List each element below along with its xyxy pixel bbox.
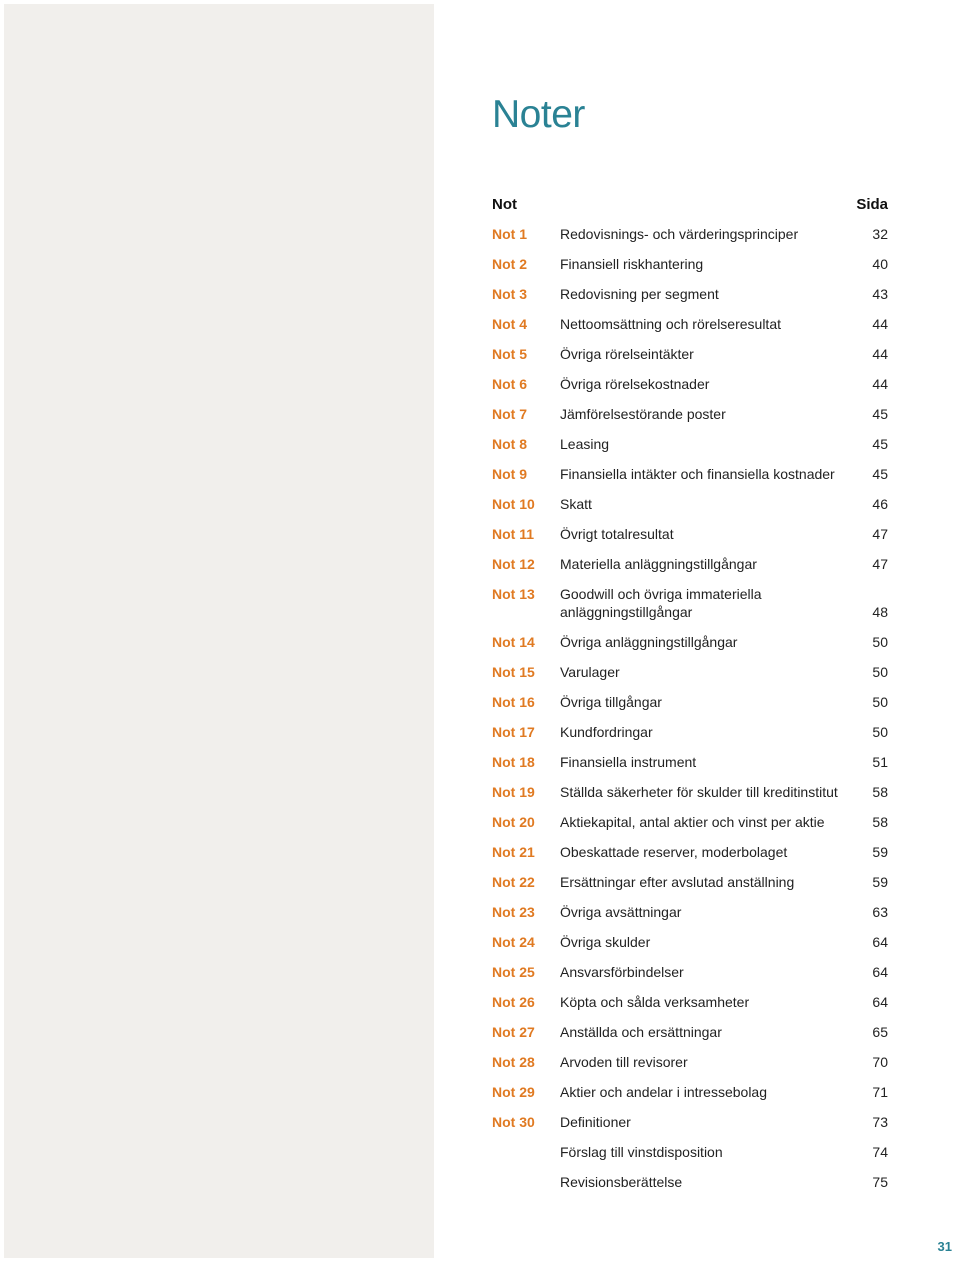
note-number: Not 6 — [492, 376, 527, 392]
toc-row[interactable] — [492, 723, 888, 753]
note-number: Not 3 — [492, 286, 527, 302]
note-page: 45 — [872, 406, 888, 422]
note-number: Not 4 — [492, 316, 527, 332]
note-title: Redovisnings- och värderingsprinciper — [560, 226, 799, 242]
note-title: Materiella anläggningstillgångar — [560, 556, 757, 572]
toc-row[interactable] — [492, 1173, 888, 1203]
column-header-not: Not — [492, 196, 517, 213]
note-page: 59 — [872, 844, 888, 860]
toc-row[interactable] — [492, 555, 888, 585]
note-page: 47 — [872, 556, 888, 572]
note-number: Not 5 — [492, 346, 527, 362]
note-number: Not 1 — [492, 226, 527, 242]
note-page: 44 — [872, 376, 888, 392]
toc-row[interactable] — [492, 435, 888, 465]
note-page: 59 — [872, 874, 888, 890]
note-page: 70 — [872, 1054, 888, 1070]
note-title: Köpta och sålda verksamheter — [560, 994, 750, 1010]
toc-row[interactable] — [492, 933, 888, 963]
note-page: 73 — [872, 1114, 888, 1130]
column-header-sida: Sida — [856, 196, 888, 213]
note-title: Övriga tillgångar — [560, 694, 662, 710]
note-title: Aktier och andelar i intressebolag — [560, 1084, 768, 1100]
note-number: Not 26 — [492, 994, 535, 1010]
note-title: Goodwill och övriga immateriella anläggningstillgångar — [560, 586, 762, 620]
note-title: Ersättningar efter avslutad anställning — [560, 874, 795, 890]
note-title: Övriga skulder — [560, 934, 651, 950]
note-number: Not 28 — [492, 1054, 535, 1070]
note-title: Ansvarsförbindelser — [560, 964, 684, 980]
toc-row[interactable] — [492, 783, 888, 813]
note-page: 63 — [872, 904, 888, 920]
note-number: Not 21 — [492, 844, 535, 860]
toc-row[interactable] — [492, 873, 888, 903]
note-page: 47 — [872, 526, 888, 542]
note-title: Kundfordringar — [560, 724, 653, 740]
note-number: Not 19 — [492, 784, 535, 800]
note-page: 74 — [872, 1144, 888, 1160]
note-number: Not 14 — [492, 634, 535, 650]
note-page: 58 — [872, 814, 888, 830]
toc-row[interactable] — [492, 1023, 888, 1053]
note-number: Not 9 — [492, 466, 527, 482]
toc-row[interactable] — [492, 405, 888, 435]
note-page: 71 — [872, 1084, 888, 1100]
note-number: Not 13 — [492, 586, 535, 602]
toc-row[interactable] — [492, 1083, 888, 1113]
note-title: Leasing — [560, 436, 610, 452]
toc-row[interactable] — [492, 633, 888, 663]
note-number: Not 23 — [492, 904, 535, 920]
toc-row[interactable] — [492, 585, 888, 633]
note-number: Not 22 — [492, 874, 535, 890]
toc-row[interactable] — [492, 903, 888, 933]
note-title: Nettoomsättning och rörelseresultat — [560, 316, 781, 332]
note-number: Not 8 — [492, 436, 527, 452]
note-page: 65 — [872, 1024, 888, 1040]
note-page: 45 — [872, 466, 888, 482]
toc-row[interactable] — [492, 663, 888, 693]
note-page: 51 — [872, 754, 888, 770]
note-page: 45 — [872, 436, 888, 452]
note-number: Not 2 — [492, 256, 527, 272]
note-title: Obeskattade reserver, moderbolaget — [560, 844, 788, 860]
note-number: Not 27 — [492, 1024, 535, 1040]
note-title: Övrigt totalresultat — [560, 526, 674, 542]
note-page: 32 — [872, 226, 888, 242]
toc-row[interactable] — [492, 495, 888, 525]
page-number: 31 — [937, 1239, 952, 1254]
note-page: 40 — [872, 256, 888, 272]
note-title: Finansiella intäkter och finansiella kostnader — [560, 466, 835, 482]
note-page: 50 — [872, 694, 888, 710]
note-title: Övriga avsättningar — [560, 904, 682, 920]
toc-row[interactable] — [492, 345, 888, 375]
note-title: Aktiekapital, antal aktier och vinst per aktie — [560, 814, 825, 830]
note-number: Not 16 — [492, 694, 535, 710]
note-title: Övriga anläggningstillgångar — [560, 634, 738, 650]
note-title: Förslag till vinstdisposition — [560, 1144, 723, 1160]
table-of-contents — [492, 225, 888, 1203]
note-page: 58 — [872, 784, 888, 800]
note-title: Övriga rörelseintäkter — [560, 346, 694, 362]
toc-row[interactable] — [492, 843, 888, 873]
note-number: Not 20 — [492, 814, 535, 830]
note-page: 50 — [872, 664, 888, 680]
note-number: Not 17 — [492, 724, 535, 740]
note-number: Not 25 — [492, 964, 535, 980]
note-title: Arvoden till revisorer — [560, 1054, 688, 1070]
toc-row[interactable] — [492, 225, 888, 255]
note-page: 75 — [872, 1174, 888, 1190]
toc-row[interactable] — [492, 1113, 888, 1143]
note-number: Not 24 — [492, 934, 535, 950]
toc-row[interactable] — [492, 255, 888, 285]
toc-row[interactable] — [492, 315, 888, 345]
toc-row[interactable] — [492, 753, 888, 783]
toc-row[interactable] — [492, 813, 888, 843]
note-number: Not 12 — [492, 556, 535, 572]
note-number: Not 10 — [492, 496, 535, 512]
note-page: 44 — [872, 346, 888, 362]
note-title: Finansiell riskhantering — [560, 256, 704, 272]
side-panel — [4, 4, 434, 1258]
toc-row[interactable] — [492, 993, 888, 1023]
note-number: Not 11 — [492, 526, 535, 542]
note-number: Not 15 — [492, 664, 535, 680]
toc-row[interactable] — [492, 1053, 888, 1083]
note-title: Definitioner — [560, 1114, 631, 1130]
note-number: Not 30 — [492, 1114, 535, 1130]
toc-row[interactable] — [492, 963, 888, 993]
note-number: Not 18 — [492, 754, 535, 770]
note-number: Not 29 — [492, 1084, 535, 1100]
note-page: 50 — [872, 634, 888, 650]
note-title: Övriga rörelsekostnader — [560, 376, 710, 392]
note-title: Finansiella instrument — [560, 754, 697, 770]
note-page: 46 — [872, 496, 888, 512]
note-title: Varulager — [560, 664, 620, 680]
note-page: 50 — [872, 724, 888, 740]
page-title: Noter — [492, 93, 585, 136]
note-title: Revisionsberättelse — [560, 1174, 683, 1190]
note-page: 44 — [872, 316, 888, 332]
note-page: 64 — [872, 964, 888, 980]
toc-row[interactable] — [492, 465, 888, 495]
note-title: Jämförelsestörande poster — [560, 406, 726, 422]
toc-row[interactable] — [492, 693, 888, 723]
toc-row[interactable] — [492, 375, 888, 405]
note-number: Not 7 — [492, 406, 527, 422]
note-page: 64 — [872, 934, 888, 950]
note-page: 64 — [872, 994, 888, 1010]
note-title: Anställda och ersättningar — [560, 1024, 722, 1040]
note-title: Redovisning per segment — [560, 286, 719, 302]
note-title: Ställda säkerheter för skulder till kreditinstitut — [560, 784, 838, 800]
note-page: 48 — [872, 604, 888, 620]
toc-row[interactable] — [492, 285, 888, 315]
toc-row[interactable] — [492, 1143, 888, 1173]
note-title: Skatt — [560, 496, 592, 512]
note-page: 43 — [872, 286, 888, 302]
toc-row[interactable] — [492, 525, 888, 555]
